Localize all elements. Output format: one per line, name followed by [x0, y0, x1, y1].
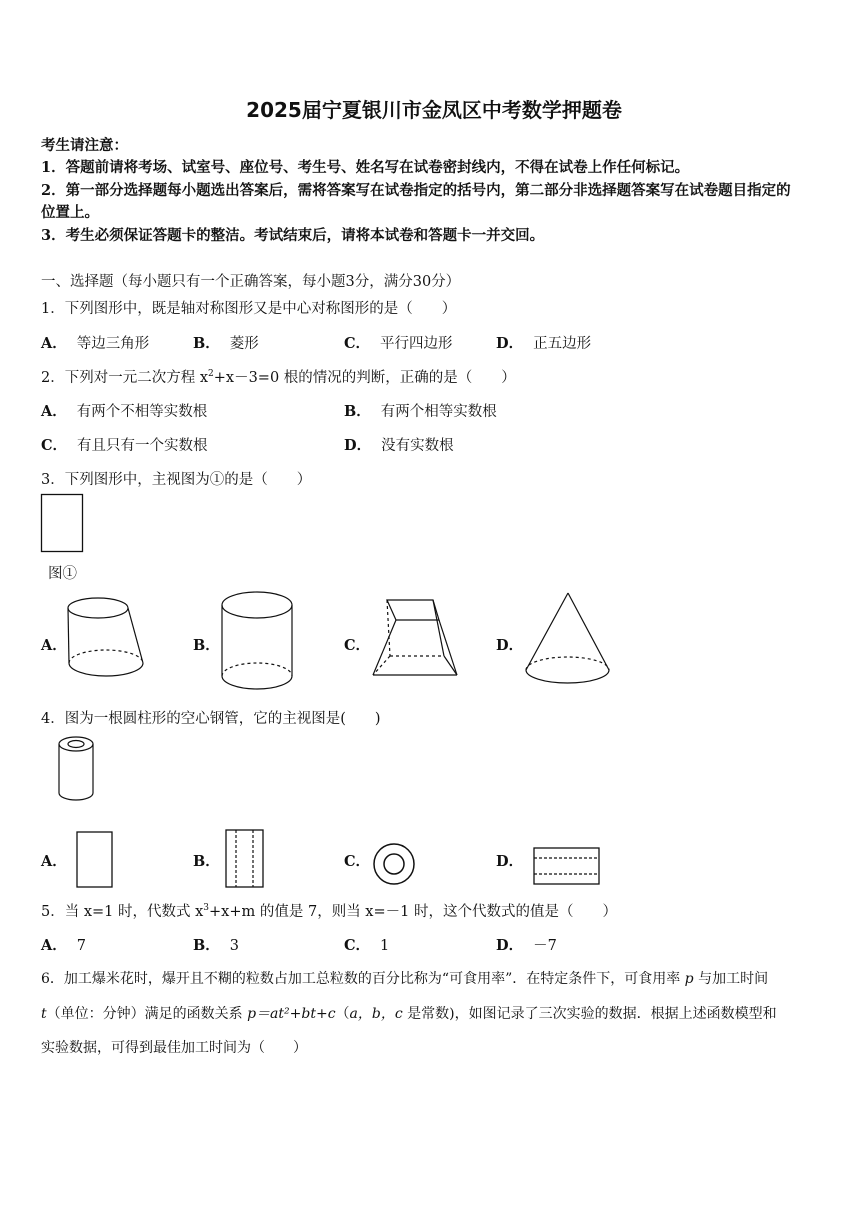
q4-label-c: C． — [344, 853, 371, 870]
q6-line-2: t（单位：分钟）满足的函数关系 p＝at²+bt+c（a，b，c 是常数)，如图记录了三次实验的数据．根据上述函数模型和 — [41, 1006, 777, 1022]
q6-line-3: 实验数据，可得到最佳加工时间为（ ） — [41, 1040, 307, 1056]
q3-label-d: D． — [496, 637, 524, 654]
q4-hollow-pipe-figure — [54, 734, 100, 804]
q4-option-c-annulus — [370, 840, 418, 888]
q1-stem: 1．下列图形中，既是轴对称图形又是中心对称图形的是（ ） — [41, 301, 457, 317]
q3-figure-caption: 图① — [48, 566, 77, 582]
q2-option-d: D． 没有实数根 — [344, 437, 454, 454]
q4-option-a-rectangle — [74, 829, 116, 891]
q4-label-a: A． — [41, 853, 67, 870]
q3-label-b: B． — [193, 637, 220, 654]
q4-label-d: D． — [496, 853, 524, 870]
q5-option-d: D． －7 — [496, 937, 557, 954]
notice-item-2-cont: 位置上。 — [41, 204, 99, 221]
q3-option-c-prism-frustum — [368, 596, 462, 682]
q2-stem: 2．下列对一元二次方程 $x^2+x-3=0$ 根的情况的判断，正确的是（ ） — [41, 369, 516, 386]
q1-option-d: D． 正五边形 — [496, 335, 592, 352]
q1-option-b: B． 菱形 — [193, 335, 259, 352]
q5-stem: 5．当 x=1 时，代数式 $x^3+x+m$ 的值是 7，则当 x=－1 时，这个代数式的值是（ ） — [41, 903, 617, 920]
q5-option-a: A． 7 — [41, 937, 86, 954]
notice-item-2: 2．第一部分选择题每小题选出答案后，需将答案写在试卷指定的括号内，第二部分非选择题答案写在试卷题目指定的 — [41, 182, 791, 199]
q3-label-c: C． — [344, 637, 371, 654]
q6-line-1: 6．加工爆米花时，爆开且不糊的粒数占加工总粒数的百分比称为“可食用率”．在特定条件下，可食用率 p 与加工时间 — [41, 971, 769, 987]
q2-option-a: A． 有两个不相等实数根 — [41, 403, 208, 420]
q3-figure-1-rectangle — [40, 493, 86, 555]
q3-option-b-cylinder — [218, 588, 298, 692]
q4-label-b: B． — [193, 853, 220, 870]
q3-label-a: A． — [41, 637, 67, 654]
q4-stem: 4．图为一根圆柱形的空心钢管，它的主视图是( ) — [41, 711, 381, 727]
q2-option-c: C． 有且只有一个实数根 — [41, 437, 208, 454]
q3-stem: 3．下列图形中，主视图为①的是（ ） — [41, 472, 312, 488]
notice-item-3: 3．考生必须保证答题卡的整洁。考试结束后，请将本试卷和答题卡一并交回。 — [41, 227, 545, 244]
page-title: 2025届宁夏银川市金凤区中考数学押题卷 — [246, 98, 622, 122]
q1-option-c: C． 平行四边形 — [344, 335, 453, 352]
section-heading: 一、选择题（每小题只有一个正确答案，每小题3分，满分30分） — [41, 274, 461, 290]
q3-option-a-frustum — [64, 596, 148, 682]
q1-option-a: A． 等边三角形 — [41, 335, 150, 352]
q2-option-b: B． 有两个相等实数根 — [344, 403, 497, 420]
q5-option-b: B． 3 — [193, 937, 239, 954]
q4-option-b-rectangle-dashed-vertical — [223, 827, 267, 891]
q3-option-d-cone — [522, 590, 614, 688]
q5-option-c: C． 1 — [344, 937, 390, 954]
q4-option-d-rectangle-dashed-horizontal — [531, 845, 603, 889]
notice-heading: 考生请注意： — [41, 137, 128, 154]
notice-item-1: 1．答题前请将考场、试室号、座位号、考生号、姓名写在试卷密封线内，不得在试卷上作任何标记。 — [41, 159, 690, 176]
